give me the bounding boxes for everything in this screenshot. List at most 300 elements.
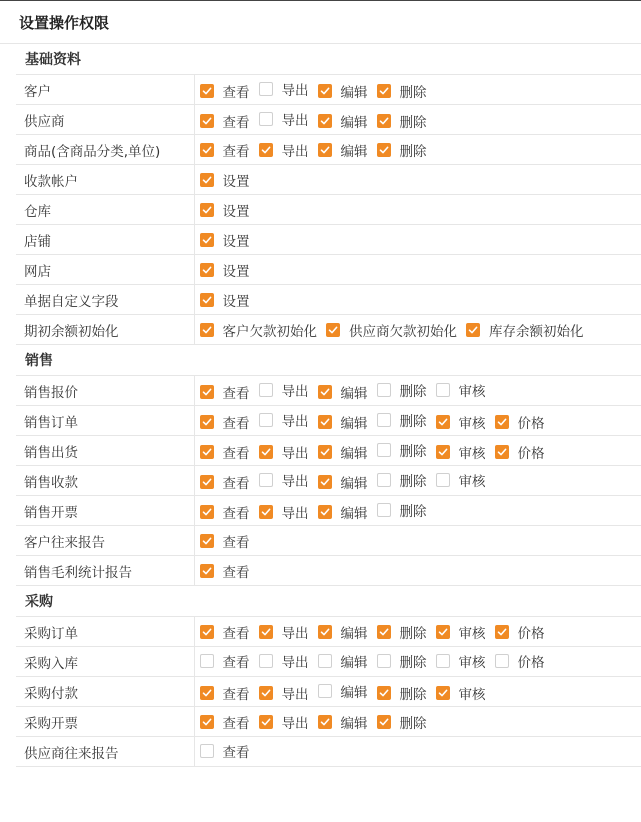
permission-name: 店铺 xyxy=(16,225,194,255)
permission-table xyxy=(16,616,641,767)
permission-table xyxy=(16,375,641,586)
option-label: 查看 xyxy=(222,745,250,761)
permission-name: 仓库 xyxy=(16,195,194,225)
option-label: 导出 xyxy=(281,505,309,522)
option-label: 审核 xyxy=(458,415,486,432)
option-label: 审核 xyxy=(458,686,486,703)
checkmark-icon xyxy=(202,477,212,487)
permission-option[interactable] xyxy=(318,442,368,462)
checkmark-icon xyxy=(320,447,330,457)
permission-option[interactable] xyxy=(259,442,309,462)
permission-row xyxy=(16,315,641,345)
permission-option[interactable] xyxy=(318,140,368,160)
permission-row xyxy=(16,617,641,647)
option-label: 删除 xyxy=(399,413,427,430)
checkbox-checked[interactable] xyxy=(326,323,340,337)
checkmark-icon xyxy=(202,235,212,245)
checkmark-icon xyxy=(320,507,330,517)
permission-option[interactable] xyxy=(259,79,309,99)
checkbox-checked[interactable] xyxy=(466,323,480,337)
checkbox-unchecked[interactable] xyxy=(495,654,509,668)
checkmark-icon xyxy=(261,145,271,155)
permission-option[interactable] xyxy=(200,260,250,280)
permission-option[interactable] xyxy=(436,442,486,462)
checkbox-checked[interactable] xyxy=(200,323,214,337)
permission-option[interactable] xyxy=(377,622,427,642)
permission-option[interactable] xyxy=(200,111,250,131)
permission-row xyxy=(16,647,641,677)
permission-option[interactable] xyxy=(326,320,457,340)
permission-options xyxy=(194,496,641,526)
permission-option[interactable] xyxy=(436,380,486,400)
permission-option[interactable] xyxy=(200,502,250,522)
option-label: 查看 xyxy=(222,445,250,462)
permission-name: 采购订单 xyxy=(16,617,194,647)
permission-option[interactable] xyxy=(200,382,250,402)
permission-options xyxy=(194,105,641,135)
option-label: 删除 xyxy=(399,443,427,460)
checkmark-icon xyxy=(261,627,271,637)
permission-option[interactable] xyxy=(200,561,250,581)
option-label: 编辑 xyxy=(340,475,368,492)
permission-row xyxy=(16,707,641,737)
permission-option[interactable] xyxy=(495,442,545,462)
permission-option[interactable] xyxy=(259,109,309,129)
permission-option[interactable] xyxy=(377,440,427,460)
permission-name: 销售出货 xyxy=(16,436,194,466)
option-label: 设置 xyxy=(222,173,250,190)
checkbox-unchecked[interactable] xyxy=(318,654,332,668)
permission-row xyxy=(16,225,641,255)
checkbox-checked[interactable] xyxy=(318,475,332,489)
checkbox-unchecked[interactable] xyxy=(259,383,273,397)
checkbox-unchecked[interactable] xyxy=(200,654,214,668)
option-label: 编辑 xyxy=(340,415,368,432)
checkbox-checked[interactable] xyxy=(200,564,214,578)
checkbox-unchecked[interactable] xyxy=(377,443,391,457)
checkbox-unchecked[interactable] xyxy=(436,654,450,668)
permission-option[interactable] xyxy=(259,140,309,160)
permission-option[interactable] xyxy=(318,622,368,642)
permission-section xyxy=(0,345,641,586)
checkbox-checked[interactable] xyxy=(200,475,214,489)
checkmark-icon xyxy=(202,175,212,185)
checkbox-unchecked[interactable] xyxy=(318,684,332,698)
permission-options xyxy=(194,195,641,225)
option-label: 供应商欠款初始化 xyxy=(349,323,457,340)
option-label: 导出 xyxy=(281,112,309,129)
permission-options xyxy=(194,617,641,647)
checkbox-checked[interactable] xyxy=(436,445,450,459)
permission-row xyxy=(16,466,641,496)
permission-option[interactable] xyxy=(200,200,250,220)
checkbox-unchecked[interactable] xyxy=(377,383,391,397)
permission-option[interactable] xyxy=(200,290,250,310)
permission-option[interactable] xyxy=(436,470,486,490)
option-label: 查看 xyxy=(222,143,250,160)
permission-option[interactable] xyxy=(200,683,250,703)
checkbox-checked[interactable] xyxy=(200,686,214,700)
permission-name: 销售订单 xyxy=(16,406,194,436)
permission-option[interactable] xyxy=(200,741,250,761)
option-label: 查看 xyxy=(222,505,250,522)
checkbox-unchecked[interactable] xyxy=(200,744,214,758)
permission-options xyxy=(194,165,641,195)
option-label: 设置 xyxy=(222,203,250,220)
option-label: 审核 xyxy=(458,473,486,490)
option-label: 导出 xyxy=(281,82,309,99)
permission-option[interactable] xyxy=(318,412,368,432)
checkbox-checked[interactable] xyxy=(259,445,273,459)
option-label: 删除 xyxy=(399,686,427,703)
checkbox-checked[interactable] xyxy=(200,233,214,247)
option-label: 编辑 xyxy=(340,114,368,131)
section-title: 采购 xyxy=(25,594,53,610)
checkmark-icon xyxy=(379,717,389,727)
permission-name: 客户往来报告 xyxy=(16,526,194,556)
permission-row xyxy=(16,75,641,105)
permission-option[interactable] xyxy=(318,382,368,402)
checkbox-checked[interactable] xyxy=(200,534,214,548)
checkmark-icon xyxy=(438,417,448,427)
permission-option[interactable] xyxy=(318,502,368,522)
checkbox-checked[interactable] xyxy=(318,715,332,729)
permission-options xyxy=(194,406,641,436)
option-label: 编辑 xyxy=(340,385,368,402)
permission-option[interactable] xyxy=(200,651,250,671)
permission-option[interactable] xyxy=(436,683,486,703)
option-label: 价格 xyxy=(517,415,545,432)
checkbox-unchecked[interactable] xyxy=(259,112,273,126)
checkbox-unchecked[interactable] xyxy=(377,503,391,517)
checkbox-unchecked[interactable] xyxy=(436,383,450,397)
permission-option[interactable] xyxy=(377,380,427,400)
checkbox-checked[interactable] xyxy=(318,385,332,399)
permission-options xyxy=(194,285,641,315)
permission-option[interactable] xyxy=(259,470,309,490)
permission-option[interactable] xyxy=(318,81,368,101)
checkbox-unchecked[interactable] xyxy=(259,473,273,487)
permission-option[interactable] xyxy=(259,651,309,671)
permission-options xyxy=(194,376,641,406)
checkmark-icon xyxy=(438,688,448,698)
permission-option[interactable] xyxy=(436,622,486,642)
permission-row xyxy=(16,496,641,526)
permission-option[interactable] xyxy=(200,412,250,432)
permission-row xyxy=(16,105,641,135)
permission-option[interactable] xyxy=(377,500,427,520)
permission-option[interactable] xyxy=(495,622,545,642)
permission-table xyxy=(16,74,641,345)
permission-options xyxy=(194,647,641,677)
checkbox-checked[interactable] xyxy=(318,625,332,639)
checkbox-unchecked[interactable] xyxy=(259,82,273,96)
checkbox-checked[interactable] xyxy=(200,203,214,217)
option-label: 导出 xyxy=(281,715,309,732)
option-label: 设置 xyxy=(222,233,250,250)
permission-option[interactable] xyxy=(200,81,250,101)
checkbox-checked[interactable] xyxy=(436,625,450,639)
checkbox-checked[interactable] xyxy=(436,415,450,429)
checkmark-icon xyxy=(261,507,271,517)
option-label: 查看 xyxy=(222,715,250,732)
option-label: 客户欠款初始化 xyxy=(222,323,317,340)
option-label: 导出 xyxy=(281,143,309,160)
permission-option[interactable] xyxy=(377,140,427,160)
option-label: 查看 xyxy=(222,475,250,492)
checkbox-checked[interactable] xyxy=(200,505,214,519)
section-title: 销售 xyxy=(25,353,53,369)
option-label: 查看 xyxy=(222,385,250,402)
checkbox-checked[interactable] xyxy=(200,173,214,187)
permission-row xyxy=(16,135,641,165)
checkbox-checked[interactable] xyxy=(200,84,214,98)
permission-option[interactable] xyxy=(200,230,250,250)
permission-name: 单据自定义字段 xyxy=(16,285,194,315)
permission-options xyxy=(194,466,641,496)
permission-option[interactable] xyxy=(466,320,584,340)
page-title: 设置操作权限 xyxy=(19,13,110,32)
checkbox-checked[interactable] xyxy=(436,686,450,700)
checkmark-icon xyxy=(438,447,448,457)
checkbox-unchecked[interactable] xyxy=(377,473,391,487)
permission-option[interactable] xyxy=(200,442,250,462)
permission-option[interactable] xyxy=(259,622,309,642)
option-label: 设置 xyxy=(222,293,250,310)
permission-option[interactable] xyxy=(200,622,250,642)
option-label: 编辑 xyxy=(340,445,368,462)
option-label: 查看 xyxy=(222,686,250,703)
permission-option[interactable] xyxy=(377,683,427,703)
option-label: 查看 xyxy=(222,534,250,551)
option-label: 导出 xyxy=(281,383,309,400)
checkbox-checked[interactable] xyxy=(200,143,214,157)
permission-name: 客户 xyxy=(16,75,194,105)
permission-row xyxy=(16,285,641,315)
option-label: 价格 xyxy=(517,625,545,642)
option-label: 查看 xyxy=(222,564,250,581)
checkmark-icon xyxy=(261,688,271,698)
checkbox-unchecked[interactable] xyxy=(377,654,391,668)
permission-option[interactable] xyxy=(377,651,427,671)
checkmark-icon xyxy=(202,86,212,96)
permission-section xyxy=(0,586,641,767)
checkbox-checked[interactable] xyxy=(495,445,509,459)
permission-option[interactable] xyxy=(259,683,309,703)
checkmark-icon xyxy=(379,116,389,126)
checkbox-checked[interactable] xyxy=(259,686,273,700)
permission-option[interactable] xyxy=(436,412,486,432)
checkmark-icon xyxy=(379,627,389,637)
checkbox-checked[interactable] xyxy=(259,505,273,519)
permission-option[interactable] xyxy=(377,712,427,732)
permission-options xyxy=(194,255,641,285)
permission-option[interactable] xyxy=(200,712,250,732)
checkmark-icon xyxy=(320,116,330,126)
checkmark-icon xyxy=(438,627,448,637)
permission-option[interactable] xyxy=(200,140,250,160)
option-label: 审核 xyxy=(458,625,486,642)
option-label: 编辑 xyxy=(340,655,368,671)
permission-name: 采购开票 xyxy=(16,707,194,737)
checkbox-unchecked[interactable] xyxy=(259,654,273,668)
option-label: 删除 xyxy=(399,655,427,671)
permission-option[interactable] xyxy=(495,651,545,671)
permission-options xyxy=(194,225,641,255)
permission-option[interactable] xyxy=(377,81,427,101)
option-label: 审核 xyxy=(458,383,486,400)
permission-option[interactable] xyxy=(200,472,250,492)
checkbox-checked[interactable] xyxy=(259,625,273,639)
checkmark-icon xyxy=(202,566,212,576)
permission-name: 销售开票 xyxy=(16,496,194,526)
option-label: 删除 xyxy=(399,625,427,642)
permission-name: 网店 xyxy=(16,255,194,285)
checkbox-checked[interactable] xyxy=(200,293,214,307)
checkmark-icon xyxy=(320,477,330,487)
checkmark-icon xyxy=(468,325,478,335)
permission-option[interactable] xyxy=(259,410,309,430)
checkbox-checked[interactable] xyxy=(377,84,391,98)
option-label: 编辑 xyxy=(340,684,368,701)
permission-option[interactable] xyxy=(318,472,368,492)
option-label: 删除 xyxy=(399,143,427,160)
checkmark-icon xyxy=(320,86,330,96)
checkbox-checked[interactable] xyxy=(377,143,391,157)
checkbox-checked[interactable] xyxy=(495,625,509,639)
checkbox-checked[interactable] xyxy=(377,114,391,128)
checkbox-unchecked[interactable] xyxy=(259,413,273,427)
checkbox-checked[interactable] xyxy=(377,625,391,639)
checkmark-icon xyxy=(202,627,212,637)
permission-option[interactable] xyxy=(259,712,309,732)
checkbox-checked[interactable] xyxy=(377,686,391,700)
permission-name: 收款帐户 xyxy=(16,165,194,195)
checkbox-checked[interactable] xyxy=(200,715,214,729)
permission-row xyxy=(16,255,641,285)
permission-option[interactable] xyxy=(495,412,545,432)
permission-name: 供应商 xyxy=(16,105,194,135)
permission-options xyxy=(194,556,641,586)
checkmark-icon xyxy=(202,717,212,727)
option-label: 删除 xyxy=(399,383,427,400)
option-label: 审核 xyxy=(458,445,486,462)
option-label: 编辑 xyxy=(340,143,368,160)
permission-row xyxy=(16,526,641,556)
checkbox-checked[interactable] xyxy=(259,715,273,729)
permission-name: 商品(含商品分类,单位) xyxy=(16,135,194,165)
permission-option[interactable] xyxy=(318,111,368,131)
option-label: 编辑 xyxy=(340,625,368,642)
section-title: 基础资料 xyxy=(25,52,81,68)
permission-options xyxy=(194,737,641,767)
checkmark-icon xyxy=(379,86,389,96)
option-label: 删除 xyxy=(399,114,427,131)
permission-option[interactable] xyxy=(259,380,309,400)
option-label: 导出 xyxy=(281,655,309,671)
checkmark-icon xyxy=(202,417,212,427)
permission-option[interactable] xyxy=(259,502,309,522)
permission-option[interactable] xyxy=(200,531,250,551)
checkbox-checked[interactable] xyxy=(318,143,332,157)
checkbox-checked[interactable] xyxy=(200,385,214,399)
checkmark-icon xyxy=(497,417,507,427)
checkmark-icon xyxy=(202,145,212,155)
permission-name: 销售报价 xyxy=(16,376,194,406)
checkbox-checked[interactable] xyxy=(318,84,332,98)
checkbox-checked[interactable] xyxy=(259,143,273,157)
checkbox-checked[interactable] xyxy=(318,114,332,128)
permission-option[interactable] xyxy=(200,170,250,190)
checkbox-checked[interactable] xyxy=(318,415,332,429)
permission-option[interactable] xyxy=(318,712,368,732)
checkbox-checked[interactable] xyxy=(200,445,214,459)
permission-section xyxy=(0,44,641,345)
checkbox-unchecked[interactable] xyxy=(436,473,450,487)
checkbox-checked[interactable] xyxy=(200,114,214,128)
option-label: 导出 xyxy=(281,686,309,703)
checkmark-icon xyxy=(328,325,338,335)
permission-option[interactable] xyxy=(200,320,318,340)
permission-option[interactable] xyxy=(436,651,486,671)
option-label: 删除 xyxy=(399,503,427,520)
checkbox-checked[interactable] xyxy=(318,505,332,519)
option-label: 导出 xyxy=(281,413,309,430)
permission-options xyxy=(194,436,641,466)
permission-name: 销售毛利统计报告 xyxy=(16,556,194,586)
permission-option[interactable] xyxy=(377,111,427,131)
option-label: 导出 xyxy=(281,445,309,462)
permission-options xyxy=(194,135,641,165)
permission-name: 供应商往来报告 xyxy=(16,737,194,767)
permission-option[interactable] xyxy=(318,681,368,701)
permission-options xyxy=(194,707,641,737)
checkmark-icon xyxy=(202,387,212,397)
permission-option[interactable] xyxy=(377,470,427,490)
permission-options xyxy=(194,526,641,556)
permission-row xyxy=(16,406,641,436)
checkmark-icon xyxy=(320,417,330,427)
checkmark-icon xyxy=(379,688,389,698)
checkbox-checked[interactable] xyxy=(200,263,214,277)
option-label: 价格 xyxy=(517,445,545,462)
permission-row xyxy=(16,677,641,707)
checkmark-icon xyxy=(202,265,212,275)
permission-options xyxy=(194,315,641,345)
permission-name: 采购入库 xyxy=(16,647,194,677)
checkbox-checked[interactable] xyxy=(200,415,214,429)
permission-sections xyxy=(0,44,641,767)
option-label: 删除 xyxy=(399,473,427,490)
checkmark-icon xyxy=(202,325,212,335)
option-label: 查看 xyxy=(222,625,250,642)
checkbox-unchecked[interactable] xyxy=(377,413,391,427)
checkbox-checked[interactable] xyxy=(495,415,509,429)
option-label: 价格 xyxy=(517,655,545,671)
checkbox-checked[interactable] xyxy=(377,715,391,729)
checkmark-icon xyxy=(261,717,271,727)
checkmark-icon xyxy=(379,145,389,155)
permission-row xyxy=(16,165,641,195)
permission-row xyxy=(16,376,641,406)
permission-option[interactable] xyxy=(377,410,427,430)
checkmark-icon xyxy=(320,717,330,727)
checkbox-checked[interactable] xyxy=(200,625,214,639)
checkmark-icon xyxy=(320,387,330,397)
permission-option[interactable] xyxy=(318,651,368,671)
option-label: 查看 xyxy=(222,655,250,671)
checkbox-checked[interactable] xyxy=(318,445,332,459)
